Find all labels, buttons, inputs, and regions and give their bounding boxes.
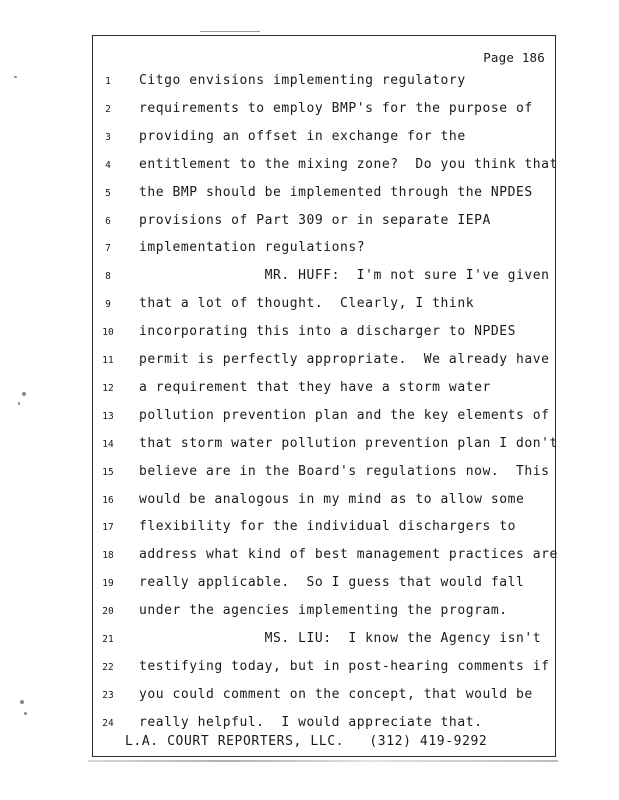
line-number: 8 <box>105 271 111 283</box>
scan-speck <box>18 402 20 405</box>
scan-speck <box>20 700 24 704</box>
line-number: 22 <box>102 661 114 673</box>
line-text: a requirement that they have a storm water <box>139 379 491 395</box>
line-number: 5 <box>105 187 111 199</box>
transcript-page <box>92 35 556 757</box>
line-text: providing an offset in exchange for the <box>139 128 466 144</box>
scan-speck <box>22 392 26 396</box>
line-text: flexibility for the individual dischargers to <box>139 519 516 535</box>
transcript-line <box>93 156 558 176</box>
line-text: would be analogous in my mind as to allow some <box>139 491 525 507</box>
line-text: implementation regulations? <box>139 240 366 256</box>
line-number: 17 <box>102 522 114 534</box>
transcript-line <box>93 435 558 455</box>
line-number: 10 <box>102 327 114 339</box>
line-text: that a lot of thought. Clearly, I think <box>139 296 475 312</box>
line-text: MS. LIU: I know the Agency isn't <box>139 631 542 646</box>
reporter-footer: L.A. COURT REPORTERS, LLC. (312) 419-9292 <box>125 734 488 749</box>
line-number: 15 <box>102 466 114 478</box>
transcript-line <box>93 323 555 343</box>
line-number: 11 <box>102 355 114 366</box>
line-text: requirements to employ BMP's for the purpose of <box>139 100 533 116</box>
line-text: entitlement to the mixing zone? Do you think that <box>139 156 558 172</box>
scan-mark <box>200 31 260 32</box>
line-text: MR. HUFF: I'm not sure I've given <box>139 268 550 284</box>
line-text: you could comment on the concept, that would be <box>139 686 533 702</box>
line-number: 2 <box>105 103 111 115</box>
transcript-line <box>93 128 555 148</box>
transcript-line <box>93 407 555 427</box>
line-number: 24 <box>102 717 114 729</box>
line-text: under the agencies implementing the program. <box>139 603 508 619</box>
line-text: provisions of Part 309 or in separate IEPA <box>139 212 491 228</box>
transcript-line <box>93 212 555 232</box>
transcript-line <box>93 574 555 594</box>
page-number: Page 186 <box>483 50 545 65</box>
transcript-line <box>93 491 555 511</box>
transcript-line <box>93 602 555 622</box>
transcript-line <box>93 686 555 706</box>
transcript-line <box>93 518 555 538</box>
scan-edge <box>88 760 558 762</box>
line-number: 1 <box>105 76 111 87</box>
line-number: 23 <box>102 689 114 701</box>
line-text: pollution prevention plan and the key elements of <box>139 407 550 423</box>
transcript-line <box>93 379 555 399</box>
line-number: 7 <box>105 243 111 255</box>
line-text: address what kind of best management practices are <box>139 547 558 563</box>
line-number: 6 <box>105 215 111 227</box>
line-number: 18 <box>102 550 114 562</box>
transcript-line <box>93 351 555 371</box>
line-number: 20 <box>102 606 114 618</box>
line-text: really helpful. I would appreciate that. <box>139 714 483 730</box>
transcript-line <box>93 658 555 678</box>
line-text: the BMP should be implemented through the NPDES <box>139 184 533 200</box>
scan-speck <box>14 76 17 78</box>
line-number: 14 <box>102 438 114 450</box>
transcript-line <box>93 463 555 483</box>
transcript-line <box>93 295 555 315</box>
line-number: 13 <box>102 410 114 422</box>
line-number: 9 <box>105 299 111 311</box>
transcript-line <box>93 100 555 120</box>
line-number: 16 <box>102 494 114 506</box>
line-text: believe are in the Board's regulations now. This <box>139 463 550 479</box>
scan-speck <box>24 712 27 715</box>
transcript-line <box>93 184 555 204</box>
line-text: permit is perfectly appropriate. We already have <box>139 352 550 367</box>
transcript-line <box>93 72 555 92</box>
transcript-line <box>93 267 555 287</box>
line-number: 12 <box>102 382 114 394</box>
transcript-line <box>93 239 555 259</box>
line-number: 3 <box>105 131 111 143</box>
line-number: 19 <box>102 578 114 590</box>
line-text: testifying today, but in post-hearing comments if <box>139 658 550 674</box>
transcript-line <box>93 630 555 650</box>
line-text: Citgo envisions implementing regulatory <box>139 73 466 88</box>
line-number: 21 <box>102 634 114 645</box>
transcript-line <box>93 546 558 566</box>
line-text: incorporating this into a discharger to NPDES <box>139 324 516 340</box>
line-text: really applicable. So I guess that would fall <box>139 575 525 591</box>
transcript-line <box>93 714 555 734</box>
line-text: that storm water pollution prevention plan I don't <box>139 435 558 451</box>
line-number: 4 <box>105 159 111 171</box>
